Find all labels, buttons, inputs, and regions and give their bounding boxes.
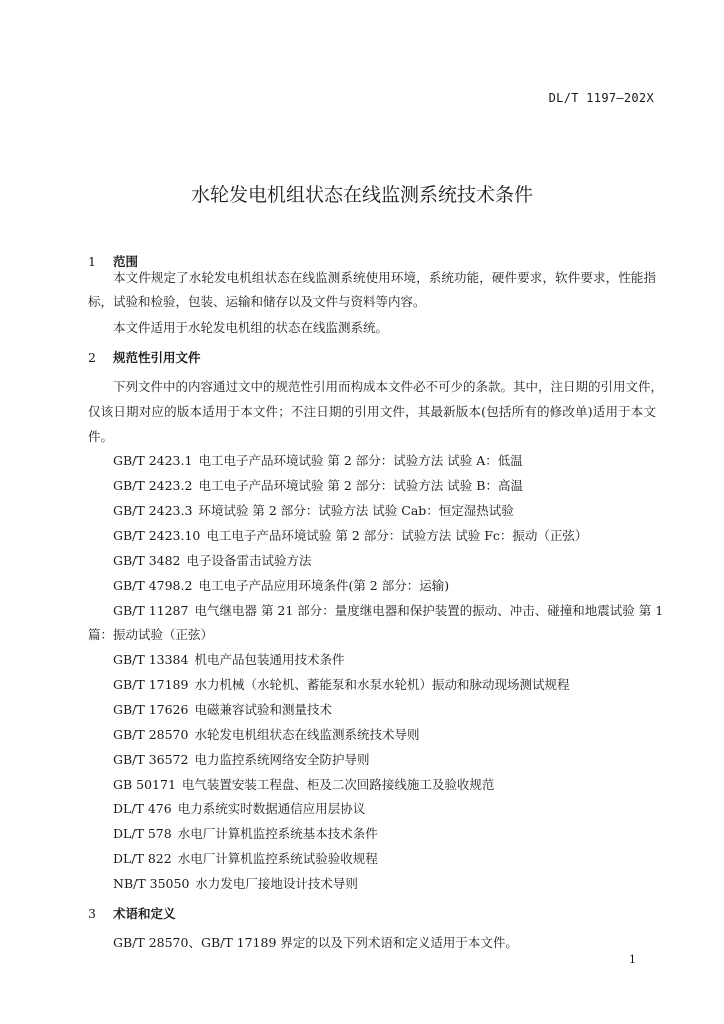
reference-code: GB 50171 bbox=[113, 777, 176, 792]
reference-code: GB/T 2423.10 bbox=[113, 528, 201, 543]
reference-title: 电子设备雷击试验方法 bbox=[186, 553, 312, 568]
reference-title: 电气继电器 第 21 部分：量度继电器和保护装置的振动、冲击、碰撞和地震试验 第 1 bbox=[194, 603, 664, 618]
reference-code: GB/T 28570 bbox=[113, 727, 189, 742]
reference-item bbox=[113, 777, 494, 793]
reference-title: 电磁兼容试验和测量技术 bbox=[194, 702, 332, 717]
reference-item bbox=[113, 801, 365, 817]
section-3-paragraph-1: GB/T 28570、GB/T 17189 界定的以及下列术语和定义适用于本文件。 bbox=[113, 935, 518, 950]
reference-title: 电力监控系统网络安全防护导则 bbox=[194, 752, 370, 767]
reference-title: 机电产品包装通用技术条件 bbox=[194, 652, 345, 667]
section-1-title: 范围 bbox=[113, 254, 139, 269]
reference-item bbox=[113, 727, 419, 743]
reference-item bbox=[113, 876, 358, 892]
reference-code: GB/T 3482 bbox=[113, 553, 181, 568]
reference-item bbox=[113, 478, 523, 494]
reference-item-continuation: 篇：振动试验（正弦） bbox=[88, 627, 214, 642]
section-1-number: 1 bbox=[88, 254, 96, 269]
reference-code: GB/T 4798.2 bbox=[113, 578, 193, 593]
reference-code: GB/T 36572 bbox=[113, 752, 189, 767]
reference-title: 水电厂计算机监控系统试验验收规程 bbox=[177, 851, 378, 866]
section-2-number: 2 bbox=[88, 350, 96, 365]
reference-item bbox=[113, 652, 344, 668]
reference-code: GB/T 17626 bbox=[113, 702, 189, 717]
reference-title: 电工电子产品环境试验 第 2 部分：试验方法 试验 Fc：振动（正弦） bbox=[206, 528, 588, 543]
section-3-title: 术语和定义 bbox=[113, 906, 176, 921]
reference-item bbox=[113, 752, 369, 768]
reference-item bbox=[113, 677, 569, 693]
document-title: 水轮发电机组状态在线监测系统技术条件 bbox=[190, 184, 533, 206]
reference-code: GB/T 2423.3 bbox=[113, 503, 193, 518]
section-2-intro-1: 下列文件中的内容通过文中的规范性引用而构成本文件必不可少的条款。其中，注日期的引用文件， bbox=[113, 379, 664, 394]
section-2-intro-3: 件。 bbox=[88, 429, 114, 444]
reference-item bbox=[113, 826, 378, 842]
reference-title: 电力系统实时数据通信应用层协议 bbox=[177, 801, 366, 816]
reference-item bbox=[113, 503, 514, 519]
reference-title: 水轮发电机组状态在线监测系统技术导则 bbox=[194, 727, 420, 742]
reference-title: 电工电子产品环境试验 第 2 部分：试验方法 试验 A：低温 bbox=[198, 453, 523, 468]
reference-item bbox=[113, 603, 664, 619]
reference-code: GB/T 11287 bbox=[113, 603, 189, 618]
reference-title: 电工电子产品应用环境条件(第 2 部分：运输) bbox=[198, 578, 450, 593]
reference-code: DL/T 476 bbox=[113, 801, 172, 816]
reference-item bbox=[113, 578, 449, 594]
reference-code: GB/T 2423.1 bbox=[113, 453, 193, 468]
reference-title: 环境试验 第 2 部分：试验方法 试验 Cab：恒定湿热试验 bbox=[198, 503, 514, 518]
reference-title: 水力机械（水轮机、蓄能泵和水泵水轮机）振动和脉动现场测试规程 bbox=[194, 677, 570, 692]
document-code: DL/T 1197—202X bbox=[548, 91, 654, 105]
reference-title: 水电厂计算机监控系统基本技术条件 bbox=[177, 826, 378, 841]
section-2-title: 规范性引用文件 bbox=[113, 350, 201, 365]
section-1-paragraph-1: 本文件规定了水轮发电机组状态在线监测系统使用环境，系统功能，硬件要求，软件要求，性能指 bbox=[113, 270, 656, 285]
reference-code: GB/T 13384 bbox=[113, 652, 189, 667]
reference-code: DL/T 578 bbox=[113, 826, 172, 841]
reference-code: NB/T 35050 bbox=[113, 876, 190, 891]
reference-item bbox=[113, 528, 587, 544]
reference-title: 电工电子产品环境试验 第 2 部分：试验方法 试验 B：高温 bbox=[198, 478, 523, 493]
section-2-intro-2: 仅该日期对应的版本适用于本文件；不注日期的引用文件，其最新版本(包括所有的修改单)适用于本文 bbox=[88, 404, 656, 419]
reference-item bbox=[113, 851, 378, 867]
reference-code: GB/T 2423.2 bbox=[113, 478, 193, 493]
reference-item bbox=[113, 553, 312, 569]
page-number: 1 bbox=[629, 953, 636, 966]
section-1-paragraph-2: 本文件适用于水轮发电机组的状态在线监测系统。 bbox=[113, 320, 389, 335]
reference-code: GB/T 17189 bbox=[113, 677, 189, 692]
reference-title: 电气装置安装工程盘、柜及二次回路接线施工及验收规范 bbox=[181, 777, 495, 792]
section-1-paragraph-1-cont: 标，试验和检验，包装、运输和储存以及文件与资料等内容。 bbox=[88, 294, 426, 309]
reference-code: DL/T 822 bbox=[113, 851, 172, 866]
reference-item bbox=[113, 702, 332, 718]
reference-title: 水力发电厂接地设计技术导则 bbox=[195, 876, 358, 891]
reference-item bbox=[113, 453, 523, 469]
section-3-number: 3 bbox=[88, 906, 96, 921]
